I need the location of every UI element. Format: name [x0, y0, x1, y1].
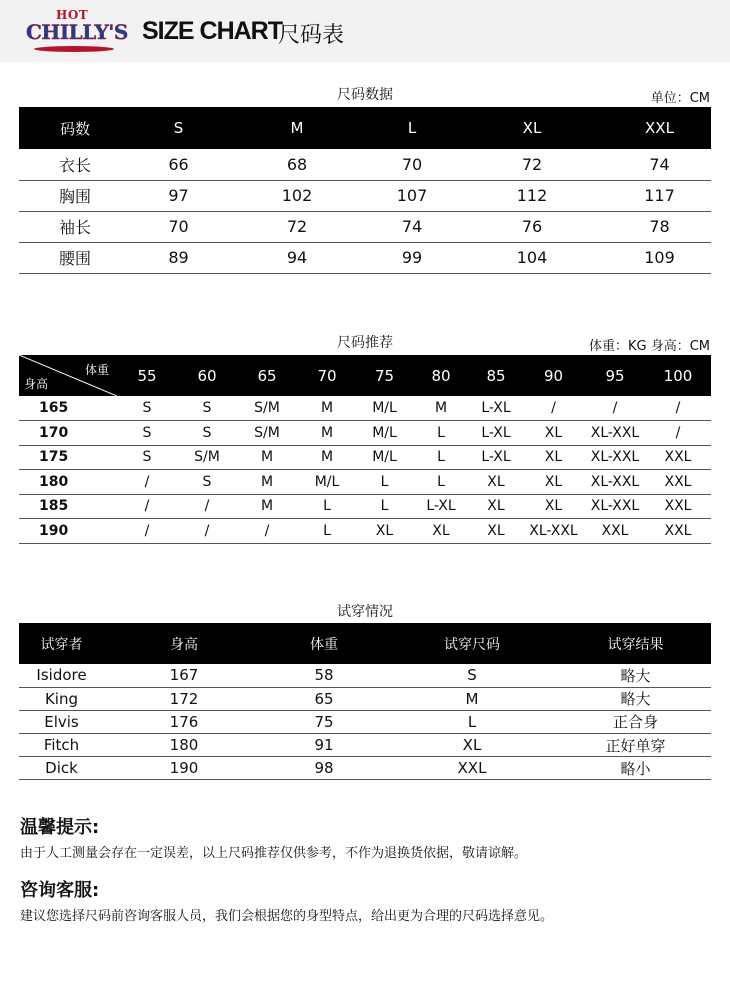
table-cell: XXL	[645, 494, 711, 519]
table-row	[19, 710, 711, 733]
logo-top-text: HOT	[56, 8, 89, 22]
row-header-cell: 腰围	[19, 242, 131, 273]
table-cell: Elvis	[19, 710, 104, 733]
table-cell: 78	[608, 211, 711, 242]
table-cell: 58	[264, 664, 384, 687]
table-row	[19, 687, 711, 710]
row-header-cell: 衣长	[19, 149, 131, 180]
table-cell: XL-XXL	[585, 421, 645, 446]
table-cell: 74	[608, 149, 711, 180]
weight-header: 90	[522, 355, 585, 396]
table-cell: XXL	[585, 519, 645, 544]
table-cell: 117	[608, 180, 711, 211]
column-header: L	[368, 107, 456, 149]
table-row	[19, 664, 711, 687]
table-cell: 89	[131, 242, 226, 273]
table-cell: 94	[226, 242, 368, 273]
table-cell: Isidore	[19, 664, 104, 687]
table-cell: XL	[470, 519, 522, 544]
weight-header: 70	[297, 355, 357, 396]
logo-swoosh	[34, 46, 114, 52]
column-header: 体重	[264, 623, 384, 664]
service-text: 建议您选择尺码前咨询客服人员，我们会根据您的身型特点，给出更为合理的尺码选择意见。	[20, 909, 554, 924]
table-cell: 91	[264, 734, 384, 757]
table-cell: /	[177, 519, 237, 544]
column-header: 试穿尺码	[384, 623, 560, 664]
table-cell: S	[117, 445, 177, 470]
size-data-unit: 单位：CM	[650, 91, 710, 106]
table-cell: L	[297, 494, 357, 519]
recommend-unit: 体重：KG 身高：CM	[588, 339, 710, 354]
column-header: 码数	[19, 107, 131, 149]
table-row	[19, 445, 711, 470]
table-cell: XL-XXL	[585, 470, 645, 495]
table-cell: L	[412, 421, 470, 446]
table-cell: 72	[456, 149, 608, 180]
table-cell: XL	[470, 470, 522, 495]
table-cell: XL	[522, 445, 585, 470]
height-row-header: 190	[19, 519, 117, 544]
height-row-header: 175	[19, 445, 117, 470]
table-cell: XXL	[384, 757, 560, 780]
page-subtitle: 尺码表	[278, 23, 345, 48]
height-row-header: 170	[19, 421, 117, 446]
table-header-row	[19, 107, 711, 149]
table-cell: S/M	[237, 421, 297, 446]
weight-header: 85	[470, 355, 522, 396]
table-cell: XL	[412, 519, 470, 544]
size-data-table	[19, 107, 711, 274]
size-recommend-table	[19, 355, 711, 544]
table-cell: /	[117, 519, 177, 544]
table-cell: King	[19, 687, 104, 710]
table-cell: M/L	[357, 421, 412, 446]
table-cell: 略大	[560, 687, 711, 710]
table-cell: 略小	[560, 757, 711, 780]
table-cell: S	[177, 421, 237, 446]
table-cell: /	[117, 470, 177, 495]
table-cell: 正合身	[560, 710, 711, 733]
table-cell: /	[585, 396, 645, 421]
column-header: S	[131, 107, 226, 149]
table-cell: S	[177, 396, 237, 421]
table-row	[19, 494, 711, 519]
table-cell: 68	[226, 149, 368, 180]
table-cell: M	[384, 687, 560, 710]
service-title: 咨询客服:	[20, 880, 100, 901]
table-cell: 70	[131, 211, 226, 242]
table-cell: M	[297, 445, 357, 470]
column-header: 试穿者	[19, 623, 104, 664]
table-cell: XL-XXL	[522, 519, 585, 544]
column-header: XL	[456, 107, 608, 149]
table-cell: 65	[264, 687, 384, 710]
tryon-title: 试穿情况	[337, 604, 393, 620]
table-cell: /	[177, 494, 237, 519]
table-cell: L-XL	[412, 494, 470, 519]
table-row	[19, 757, 711, 780]
table-cell: Fitch	[19, 734, 104, 757]
table-cell: 167	[104, 664, 264, 687]
height-row-header: 185	[19, 494, 117, 519]
table-cell: M/L	[357, 445, 412, 470]
table-cell: L	[357, 494, 412, 519]
height-row-header: 165	[19, 396, 117, 421]
table-cell: L	[384, 710, 560, 733]
table-cell: M/L	[297, 470, 357, 495]
table-cell: S/M	[177, 445, 237, 470]
table-cell: 97	[131, 180, 226, 211]
corner-weight-label: 体重	[84, 363, 109, 377]
table-cell: 略大	[560, 664, 711, 687]
corner-header-cell	[19, 355, 117, 396]
table-cell: M	[297, 396, 357, 421]
weight-header: 60	[177, 355, 237, 396]
weight-header: 65	[237, 355, 297, 396]
page-title: SIZE CHART	[142, 17, 282, 45]
recommend-title: 尺码推荐	[337, 335, 393, 351]
tryon-table	[19, 623, 711, 780]
table-cell: 66	[131, 149, 226, 180]
table-cell: L	[357, 470, 412, 495]
table-row	[19, 421, 711, 446]
table-cell: M/L	[357, 396, 412, 421]
table-cell: XL	[522, 494, 585, 519]
table-cell: M	[237, 445, 297, 470]
table-cell: S	[117, 421, 177, 446]
table-cell: 98	[264, 757, 384, 780]
table-cell: /	[117, 494, 177, 519]
table-cell: S	[177, 470, 237, 495]
table-cell: 180	[104, 734, 264, 757]
table-cell: 74	[368, 211, 456, 242]
table-row	[19, 734, 711, 757]
table-cell: XL	[357, 519, 412, 544]
table-cell: L	[412, 445, 470, 470]
table-row	[19, 149, 711, 180]
table-cell: L-XL	[470, 396, 522, 421]
table-cell: /	[237, 519, 297, 544]
row-header-cell: 袖长	[19, 211, 131, 242]
table-cell: 正好单穿	[560, 734, 711, 757]
table-row	[19, 180, 711, 211]
weight-header: 80	[412, 355, 470, 396]
weight-header: 55	[117, 355, 177, 396]
table-row	[19, 396, 711, 421]
table-row	[19, 519, 711, 544]
table-cell: 109	[608, 242, 711, 273]
table-cell: XL	[470, 494, 522, 519]
table-cell: /	[522, 396, 585, 421]
table-header-row	[19, 623, 711, 664]
weight-header: 75	[357, 355, 412, 396]
table-cell: 172	[104, 687, 264, 710]
table-row	[19, 242, 711, 273]
table-cell: XL	[522, 421, 585, 446]
table-cell: L-XL	[470, 445, 522, 470]
table-cell: 70	[368, 149, 456, 180]
column-header: M	[226, 107, 368, 149]
corner-height-label: 身高	[24, 377, 49, 391]
weight-header: 95	[585, 355, 645, 396]
table-cell: 190	[104, 757, 264, 780]
tip-text: 由于人工测量会存在一定误差，以上尺码推荐仅供参考，不作为退换货依据，敬请谅解。	[20, 846, 528, 861]
table-cell: Dick	[19, 757, 104, 780]
table-cell: M	[237, 494, 297, 519]
table-cell: M	[412, 396, 470, 421]
table-cell: 104	[456, 242, 608, 273]
column-header: 身高	[104, 623, 264, 664]
table-cell: 75	[264, 710, 384, 733]
table-cell: S	[117, 396, 177, 421]
table-cell: XXL	[645, 470, 711, 495]
table-cell: /	[645, 421, 711, 446]
tip-title: 温馨提示:	[20, 817, 100, 838]
size-data-title: 尺码数据	[337, 87, 393, 103]
table-cell: XL-XXL	[585, 445, 645, 470]
column-header: 试穿结果	[560, 623, 711, 664]
table-cell: XL	[384, 734, 560, 757]
table-cell: L	[412, 470, 470, 495]
weight-header: 100	[645, 355, 711, 396]
table-cell: 107	[368, 180, 456, 211]
header-banner	[0, 0, 730, 62]
table-row	[19, 211, 711, 242]
table-cell: S	[384, 664, 560, 687]
table-header-row	[19, 355, 711, 396]
table-cell: XL-XXL	[585, 494, 645, 519]
table-cell: S/M	[237, 396, 297, 421]
table-cell: 112	[456, 180, 608, 211]
column-header: XXL	[608, 107, 711, 149]
table-cell: XL	[522, 470, 585, 495]
brand-logo	[26, 8, 128, 54]
table-cell: 102	[226, 180, 368, 211]
table-cell: XXL	[645, 519, 711, 544]
logo-main-text: CHILLY'S	[26, 20, 128, 44]
table-cell: 99	[368, 242, 456, 273]
table-cell: 72	[226, 211, 368, 242]
height-row-header: 180	[19, 470, 117, 495]
table-cell: M	[297, 421, 357, 446]
table-cell: 176	[104, 710, 264, 733]
table-cell: M	[237, 470, 297, 495]
row-header-cell: 胸围	[19, 180, 131, 211]
table-cell: L	[297, 519, 357, 544]
table-cell: 76	[456, 211, 608, 242]
table-cell: /	[645, 396, 711, 421]
table-cell: L-XL	[470, 421, 522, 446]
table-cell: XXL	[645, 445, 711, 470]
table-row	[19, 470, 711, 495]
